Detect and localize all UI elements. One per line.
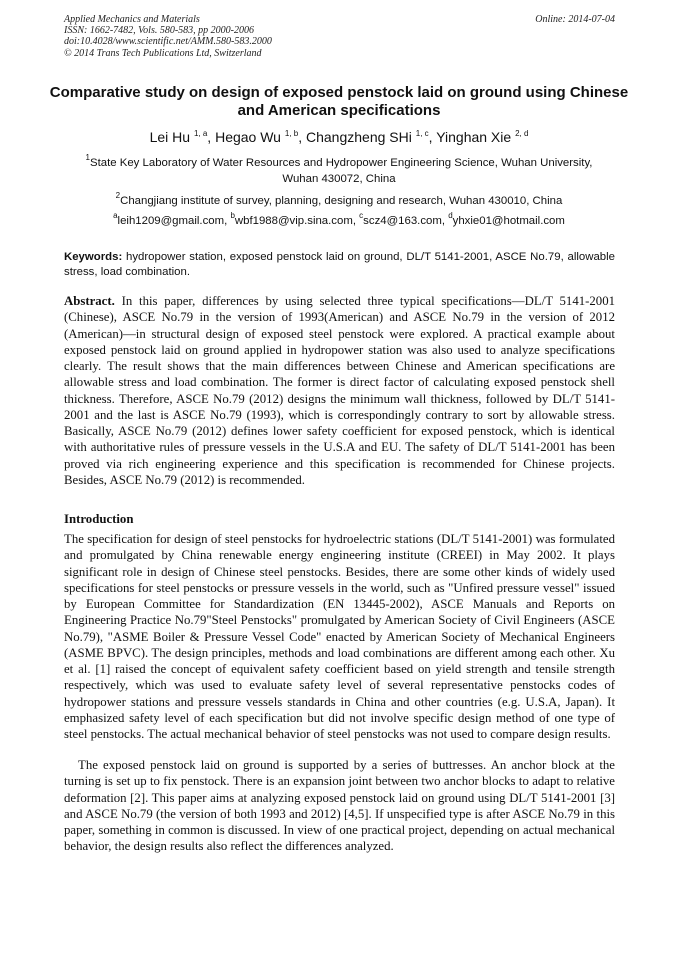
section-heading-introduction: Introduction	[64, 512, 134, 526]
keywords-label: Keywords:	[64, 251, 123, 263]
journal-header	[64, 14, 615, 59]
affiliation-2: $^2$Changjiang institute of survey, planning, designing and research, Wuhan 430010, China	[115, 191, 563, 207]
keywords	[64, 250, 615, 280]
paper-title: Comparative study on design of exposed penstock laid on ground using Chinese and American specifications	[49, 84, 629, 119]
email[interactable]: $^a$leih1209@gmail.com	[113, 211, 225, 227]
email[interactable]: $^d$yhxie01@hotmail.com	[448, 211, 565, 227]
abstract-label: Abstract.	[64, 294, 115, 308]
author: Yinghan Xie $^{2, d}$	[436, 129, 529, 145]
email[interactable]: $^c$scz4@163.com	[359, 211, 442, 227]
author-emails: $^a$leih1209@gmail.com, $^b$wbf1988@vip.sina.com, $^c$scz4@163.com, $^d$yhxie01@hotmail.com	[113, 211, 565, 227]
author-list	[30, 129, 648, 145]
author: Changzheng SHi $^{1, c}$,	[306, 129, 437, 145]
email[interactable]: $^b$wbf1988@vip.sina.com	[230, 211, 353, 227]
abstract	[64, 293, 615, 488]
keywords-text: hydropower station, exposed penstock laid on ground, DL/T 5141-2001, ASCE No.79, allowable stress, load combination.	[64, 251, 615, 278]
author: Lei Hu $^{1, a}$,	[149, 129, 216, 145]
abstract-text: In this paper, differences by using selected three typical specifications—DL/T 5141-2001 (Chinese), ASCE No.79 in the version of 1993(American) and ASCE No.79 in the version of 2012 (American)—in structural design of exposed steel penstock were explored. A practical example about exposed penstock laid on ground applied in hydropower station was also used to analyze specifications clearly. The result shows that the main differences between Chinese and American specifications are allowable stress and load combination. The former is direct factor of calculating exposed penstock shell thickness. Therefore, ASCE No.79 (2012) designs the minimum wall thickness, followed by DL/T 5141-2001 and the last is ASCE No.79 (1993), which is correspondingly contrary to sort by allowable stress. Basically, ASCE No.79 (2012) defines lower safety coefficient for exposed penstock, which is identical with authoritative rules of pressure vessels in the U.S.A and EU. The safety of DL/T 5141-2001 has been proved via rich engineering experience and this specification is recommended for Chinese projects. Besides, ASCE No.79 (2012) is recommended.	[64, 294, 615, 487]
online-date: Online: 2014-07-04	[535, 14, 615, 25]
doi-line: doi:10.4028/www.scientific.net/AMM.580-583.2000	[64, 36, 272, 48]
affiliation-1: $^1$State Key Laboratory of Water Resources and Hydropower Engineering Science, Wuhan University, Wuhan 430072, China	[85, 153, 593, 185]
author: Hegao Wu $^{1, b}$,	[215, 129, 306, 145]
introduction-paragraph: The specification for design of steel penstocks for hydroelectric stations (DL/T 5141-2001) was formulated and promulgated by China renewable energy engineering institute (CREEI) in May 2002. It plays significant role in design of Chinese steel penstocks. Besides, there are some other kinds of widely used specifications for steel penstocks or pressure vessels in the world, such as "Unfired pressure vessel" issued by European Committee for Standardization (EN 13445-2002), ASCE Manuals and Reports on Engineering Practice No.79"Steel Penstocks" promulgated by American Society of Civil Engineers (ASCE No.79), "ASME Boiler & Pressure Vessel Code" enacted by American Society of Mechanical Engineers (ASME BPVC). The design principles, methods and load combinations are different among each other. Xu et al. [1] raised the concept of equivalent safety coefficient based on yield strength and tensile strength respectively, which was used to evaluate safety level of several representative penstocks codes of hydropower stations and pressure vessels standards in China and other countries (e.g. U.S.A, Japan). It emphasized safety level of each specification but did not involve specific design method of one type of steel penstocks. The actual mechanical behavior of steel penstocks was not used to compare design results.	[64, 532, 615, 741]
issn-line: ISSN: 1662-7482, Vols. 580-583, pp 2000-2006	[64, 25, 254, 37]
introduction-paragraph: The exposed penstock laid on ground is supported by a series of buttresses. An anchor block at the turning is set up to fix penstock. There is an expansion joint between two anchor blocks to adapt to relative deformation [2]. This paper aims at analyzing exposed penstock laid on ground using DL/T 5141-2001 [3] and ASCE No.79 (the version of both 1993 and 2012) [4,5]. If unspecified type is after ASCE No.79 in this paper, something in common is discussed. In view of one practical project, depending on actual mechanical behavior, the design results also reflect the differences analyzed.	[64, 758, 615, 854]
journal-name: Applied Mechanics and Materials	[64, 14, 200, 25]
copyright-line: © 2014 Trans Tech Publications Ltd, Switzerland	[64, 47, 262, 59]
